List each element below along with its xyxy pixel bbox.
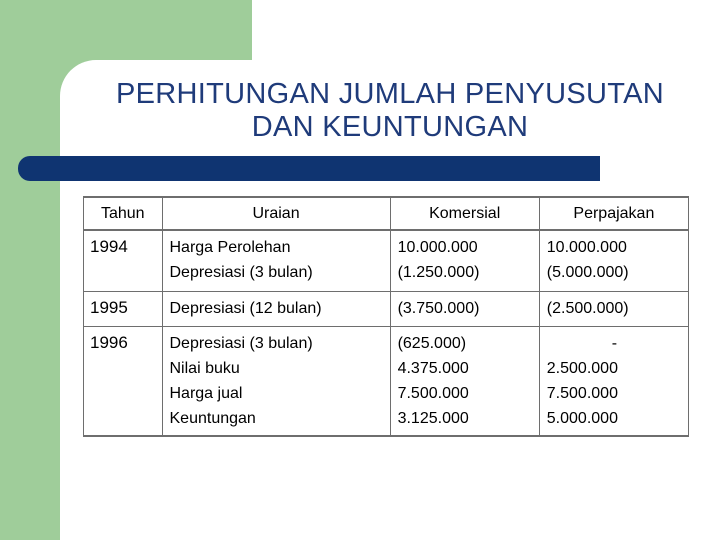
table-row: [84, 326, 689, 436]
komersial-value: 4.375.000: [397, 359, 469, 377]
uraian-cell: [162, 326, 390, 436]
depreciation-table: [83, 196, 689, 437]
uraian-line: Nilai buku: [169, 359, 240, 377]
title-line-2: DAN KEUNTUNGAN: [251, 111, 529, 143]
table-row: [84, 291, 689, 326]
table-header-row: [84, 197, 689, 230]
komersial-value: (1.250.000): [397, 264, 480, 281]
perpajakan-value: 10.000.000: [546, 239, 627, 256]
table-row: [84, 230, 689, 291]
komersial-value: (3.750.000): [397, 299, 480, 317]
perpajakan-cell: [539, 326, 688, 436]
komersial-cell: [390, 326, 539, 436]
uraian-cell: [162, 291, 390, 326]
header-tahun: Tahun: [84, 197, 163, 230]
year-cell: 1996: [84, 326, 163, 436]
perpajakan-cell: [539, 230, 688, 291]
slide-title: [60, 78, 720, 144]
uraian-line: Harga Perolehan: [169, 239, 291, 256]
komersial-cell: [390, 291, 539, 326]
title-line-1: PERHITUNGAN JUMLAH PENYUSUTAN: [116, 78, 664, 110]
header-perpajakan: Perpajakan: [539, 197, 688, 230]
header-komersial: Komersial: [390, 197, 539, 230]
perpajakan-value: 5.000.000: [546, 409, 618, 427]
header-uraian: Uraian: [162, 197, 390, 230]
uraian-line: Harga jual: [169, 384, 243, 402]
perpajakan-value: 2.500.000: [546, 359, 618, 377]
perpajakan-value: -: [611, 334, 618, 352]
komersial-cell: [390, 230, 539, 291]
uraian-line: Depresiasi (12 bulan): [169, 299, 322, 317]
uraian-line: Depresiasi (3 bulan): [169, 264, 313, 281]
year-cell: 1995: [84, 291, 163, 326]
uraian-line: Keuntungan: [169, 409, 256, 427]
komersial-value: (625.000): [397, 334, 467, 352]
perpajakan-cell: [539, 291, 688, 326]
komersial-value: 7.500.000: [397, 384, 469, 402]
perpajakan-value: (2.500.000): [546, 299, 629, 317]
year-cell: 1994: [84, 230, 163, 291]
uraian-cell: [162, 230, 390, 291]
uraian-line: Depresiasi (3 bulan): [169, 334, 313, 352]
komersial-value: 3.125.000: [397, 409, 469, 427]
perpajakan-value: 7.500.000: [546, 384, 618, 402]
komersial-value: 10.000.000: [397, 239, 478, 256]
perpajakan-value: (5.000.000): [546, 264, 629, 281]
title-underline-bar: [18, 156, 600, 181]
